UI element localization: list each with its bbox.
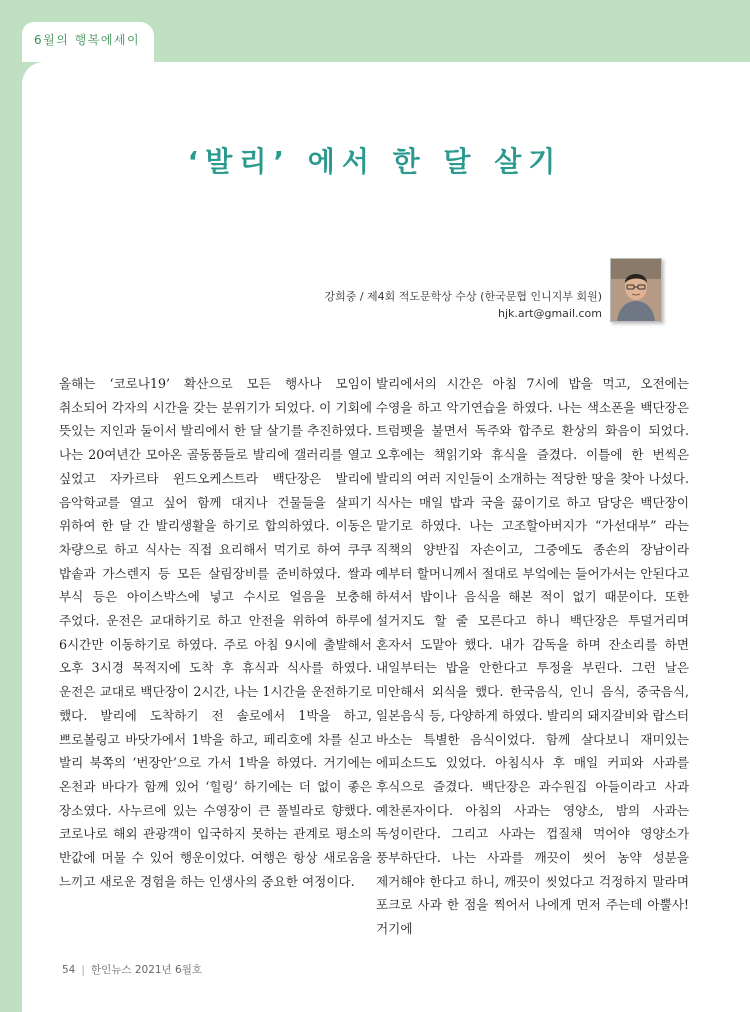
- author-block: [324, 288, 602, 322]
- article-column-left: 올해는 ‘코로나19’ 확산으로 모든 행사나 모임이 취소되어 각자의 시간을 갖는 분위기가 되었다. 이 기회에 뜻있는 지인과 둘이서 발리에서 한 달 살기를 추진하였다. 나는 20여년간 모아온 골동품들로 발리에 갤러리를 열고 싶었고 자카르타 윈드오케스트라 백단장은 발리에 음악학교를 열고 싶어 함께 대지나 건물들을 살피기 위하여 한 달 간 발리생활을 하기로 합의하였다. 이동은 차량으로 하고 식사는 직접 요리해서 먹기로 하여 쿠쿠 밥솥과 가스렌지 등 모든 살림장비를 준비하였다. 쌀과 부식 등은 아이스박스에 넣고 수시로 얼음을 보충해 주었다. 운전은 교대하기로 하고 안전을 위하여 하루에 6시간만 이동하기로 하였다. 주로 아침 9시에 출발해서 오후 3시경 목적지에 도착 후 휴식과 식사를 하였다. 운전은 교대로 백단장이 2시간, 나는 1시간을 운전하기로 했다. 발리에 도착하기 전 솔로에서 1박을 하고, 쁘로볼링고 바닷가에서 1박을 하고, 페리호에 차를 싣고 발리 북쪽의 ‘번장안’으로 가서 1박을 하였다. 거기에는 온천과 바다가 함께 있어 ‘힐링’ 하기에는 더 없이 좋은 장소였다. 사누르에 있는 수영장이 큰 풀빌라로 향했다. 코로나로 해외 관광객이 입국하지 못하는 관계로 평소의 반값에 머물 수 있어 행운이었다. 여행은 항상 새로움을 느끼고 새로운 경험을 하는 인생사의 중요한 여정이다.: [59, 376, 372, 889]
- article-title: ‘발리’ 에서 한 달 살기: [187, 145, 563, 178]
- footer-separator: |: [81, 964, 85, 976]
- author-portrait-icon: [611, 259, 661, 321]
- publication-name: 한인뉴스 2021년 6월호: [90, 964, 202, 976]
- page-footer: [62, 962, 202, 977]
- page-number: 54: [62, 964, 76, 976]
- article-column-right: 발리에서의 시간은 아침 7시에 밥을 먹고, 오전에는 수영을 하고 악기연습을 하였다. 나는 색소폰을 백단장은 트럼펫을 불면서 독주와 합주로 환상의 화음이 되었다. 오후에는 책읽기와 휴식을 즐겼다. 이틀에 한 번씩은 발리의 여러 지인들이 소개하는 적당한 땅을 찾아 나섰다. 식사는 매일 밥과 국을 끓이기로 하고 담당은 백단장이 맡기로 하였다. 나는 고조할아버지가 “가선대부” 라는 직책의 양반집 자손이고, 그중에도 종손의 장남이라 예부터 할머니께서 절대로 부엌에는 들어가서는 안된다고 하셔서 밥이나 음식을 해본 적이 없기 때문이다. 또한 설거지도 할 줄 모른다고 하니 백단장은 투덜거리며 혼자서 도맡아 했다. 내가 감독을 하며 잔소리를 하면 내일부터는 밥을 안한다고 투정을 부린다. 그런 날은 미안해서 외식을 했다. 한국음식, 인니 음식, 중국음식, 일본음식 등, 다양하게 하였다. 발리의 돼지갈비와 랍스터 바소는 특별한 음식이었다. 함께 살다보니 재미있는 에피소드도 있었다. 아침식사 후 매일 커피와 사과를 후식으로 즐겼다. 백단장은 과수원집 아들이라고 사과 예찬론자이다. 아침의 사과는 영양소, 밤의 사과는 독성이란다. 그리고 사과는 껍질채 먹어야 영양소가 풍부하단다. 나는 사과를 깨끗이 씻어 농약 성분을 제거해야 한다고 하니, 깨끗이 씻었다고 걱정하지 말라며 포크로 사과 한 점을 찍어서 나에게 먼저 주는데 아뿔사! 거기에: [376, 376, 689, 937]
- author-line: 강희중 / 제4회 적도문학상 수상 (한국문협 인니지부 회원): [324, 290, 602, 303]
- author-email: hjk.art@gmail.com: [497, 307, 602, 320]
- author-photo: [610, 258, 662, 322]
- section-tab-label: 6월의 행복에세이: [34, 33, 141, 47]
